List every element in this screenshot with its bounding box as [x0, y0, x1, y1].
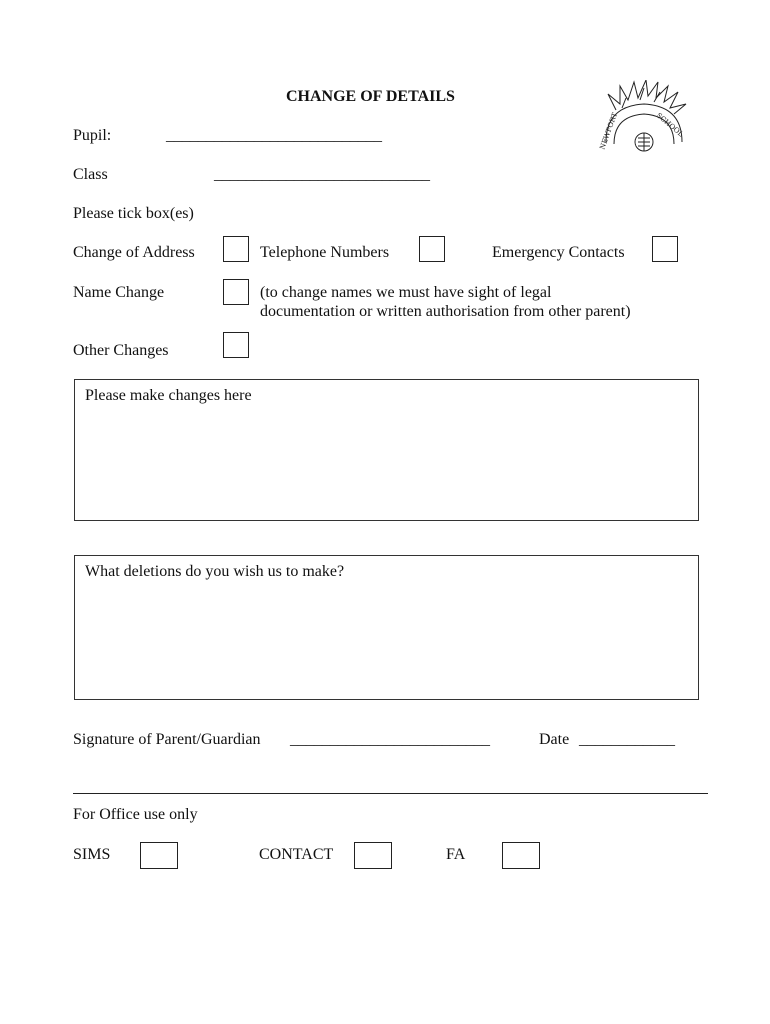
sims-label: SIMS	[73, 846, 111, 863]
class-label: Class	[73, 166, 108, 183]
tick-instruction: Please tick box(es)	[73, 205, 194, 222]
school-logo-icon	[596, 80, 692, 160]
signature-input-line[interactable]: _________________________	[290, 731, 490, 748]
change-of-address-checkbox[interactable]	[223, 236, 249, 262]
other-changes-label: Other Changes	[73, 342, 169, 359]
name-change-note-line2: documentation or written authorisation from other parent)	[260, 303, 631, 320]
name-change-note-line1: (to change names we must have sight of legal	[260, 284, 552, 301]
emergency-contacts-label: Emergency Contacts	[492, 244, 625, 261]
change-of-address-label: Change of Address	[73, 244, 195, 261]
changes-textarea[interactable]	[74, 379, 699, 521]
svg-text:SCHOOL: SCHOOL	[654, 111, 685, 139]
changes-textarea-label: Please make changes here	[85, 387, 252, 404]
deletions-textarea[interactable]	[74, 555, 699, 700]
svg-text:NEWPORT: NEWPORT	[598, 111, 620, 151]
other-changes-checkbox[interactable]	[223, 332, 249, 358]
page-title: CHANGE OF DETAILS	[286, 88, 455, 105]
signature-label: Signature of Parent/Guardian	[73, 731, 261, 748]
telephone-numbers-label: Telephone Numbers	[260, 244, 390, 261]
name-change-label: Name Change	[73, 284, 165, 301]
date-label: Date	[539, 731, 570, 748]
emergency-contacts-checkbox[interactable]	[652, 236, 678, 262]
sims-checkbox[interactable]	[140, 842, 178, 869]
fa-label: FA	[446, 846, 466, 863]
office-divider	[73, 793, 708, 794]
contact-label: CONTACT	[259, 846, 334, 863]
telephone-numbers-checkbox[interactable]	[419, 236, 445, 262]
pupil-input-line[interactable]: ___________________________	[166, 127, 382, 144]
pupil-label: Pupil:	[73, 127, 112, 144]
date-input-line[interactable]: ____________	[579, 731, 675, 748]
fa-checkbox[interactable]	[502, 842, 540, 869]
name-change-checkbox[interactable]	[223, 279, 249, 305]
class-input-line[interactable]: ___________________________	[214, 166, 430, 183]
contact-checkbox[interactable]	[354, 842, 392, 869]
deletions-textarea-label: What deletions do you wish us to make?	[85, 563, 345, 580]
office-use-heading: For Office use only	[73, 806, 198, 823]
